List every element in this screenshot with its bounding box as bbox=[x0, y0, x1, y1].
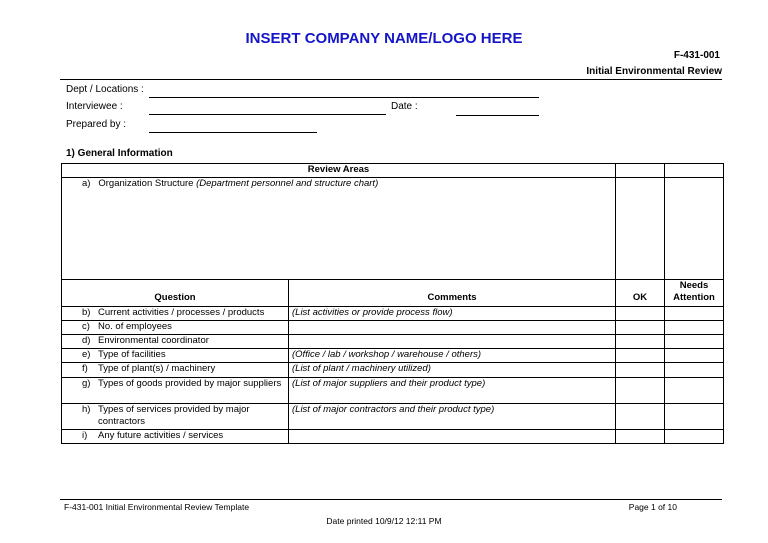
question-cell bbox=[62, 349, 289, 363]
header-divider bbox=[60, 79, 722, 80]
table-row bbox=[62, 363, 724, 378]
question-text: Any future activities / services bbox=[98, 430, 224, 441]
review-areas-header: Review Areas bbox=[62, 164, 616, 178]
question-letter: h) bbox=[82, 404, 91, 415]
question-cell bbox=[62, 363, 289, 378]
needs-attention-cell[interactable] bbox=[665, 404, 724, 430]
needs-attention-cell[interactable] bbox=[665, 349, 724, 363]
question-text: Type of facilities bbox=[98, 349, 166, 360]
date-label: Date : bbox=[391, 101, 418, 112]
question-header: Question bbox=[62, 280, 289, 307]
question-cell bbox=[62, 321, 289, 335]
form-title: Initial Environmental Review bbox=[586, 66, 722, 77]
company-name-placeholder: INSERT COMPANY NAME/LOGO HERE bbox=[245, 30, 523, 47]
review-table bbox=[61, 163, 724, 444]
org-label: Organization Structure bbox=[98, 178, 194, 189]
question-text: Types of services provided by major contractors bbox=[98, 404, 250, 427]
comment-cell[interactable]: (List activities or provide process flow) bbox=[289, 307, 616, 321]
footer-page-number: Page 1 of 10 bbox=[628, 502, 677, 512]
ok-cell[interactable] bbox=[616, 430, 665, 444]
table-row bbox=[62, 349, 724, 363]
ok-cell[interactable] bbox=[616, 164, 665, 178]
footer-date-printed: Date printed 10/9/12 12:11 PM bbox=[326, 516, 442, 526]
org-structure-cell[interactable] bbox=[62, 178, 616, 280]
needs-attention-cell[interactable] bbox=[665, 335, 724, 349]
question-cell bbox=[62, 430, 289, 444]
needs-attention-header: Needs Attention bbox=[665, 280, 724, 307]
question-cell bbox=[62, 307, 289, 321]
question-cell bbox=[62, 335, 289, 349]
needs-attention-cell[interactable] bbox=[665, 178, 724, 280]
comment-cell[interactable]: (List of plant / machinery utilized) bbox=[289, 363, 616, 378]
needs-attention-cell[interactable] bbox=[665, 363, 724, 378]
question-text: Current activities / processes / products bbox=[98, 307, 265, 318]
question-letter: f) bbox=[82, 363, 88, 374]
question-cell bbox=[62, 378, 289, 404]
prepared-by-label: Prepared by : bbox=[66, 119, 127, 130]
section-title: 1) General Information bbox=[66, 148, 173, 159]
table-row bbox=[62, 335, 724, 349]
question-letter: d) bbox=[82, 335, 91, 346]
date-field[interactable] bbox=[456, 115, 539, 116]
form-number: F-431-001 bbox=[673, 50, 720, 61]
prepared-by-field[interactable] bbox=[149, 132, 317, 133]
comment-cell[interactable]: (List of major contractors and their product type) bbox=[289, 404, 616, 430]
table-row bbox=[62, 307, 724, 321]
comment-cell[interactable] bbox=[289, 321, 616, 335]
question-text: Type of plant(s) / machinery bbox=[98, 363, 216, 374]
interviewee-field[interactable] bbox=[149, 114, 386, 115]
ok-cell[interactable] bbox=[616, 404, 665, 430]
comment-cell[interactable] bbox=[289, 335, 616, 349]
org-letter: a) bbox=[82, 178, 91, 189]
ok-header: OK bbox=[616, 280, 665, 307]
needs-attention-cell[interactable] bbox=[665, 164, 724, 178]
table-row bbox=[62, 321, 724, 335]
table-row bbox=[62, 404, 724, 430]
question-letter: e) bbox=[82, 349, 91, 360]
comment-cell[interactable]: (List of major suppliers and their product type) bbox=[289, 378, 616, 404]
question-letter: i) bbox=[82, 430, 88, 441]
question-letter: b) bbox=[82, 307, 91, 318]
interviewee-label: Interviewee : bbox=[66, 101, 123, 112]
ok-cell[interactable] bbox=[616, 378, 665, 404]
footer-divider bbox=[60, 499, 722, 500]
question-letter: g) bbox=[82, 378, 91, 389]
question-text: No. of employees bbox=[98, 321, 172, 332]
needs-attention-cell[interactable] bbox=[665, 307, 724, 321]
question-text: Types of goods provided by major suppliers bbox=[98, 378, 282, 389]
ok-cell[interactable] bbox=[616, 321, 665, 335]
ok-cell[interactable] bbox=[616, 363, 665, 378]
needs-attention-cell[interactable] bbox=[665, 430, 724, 444]
ok-cell[interactable] bbox=[616, 349, 665, 363]
ok-cell[interactable] bbox=[616, 335, 665, 349]
comment-cell[interactable]: (Office / lab / workshop / warehouse / others) bbox=[289, 349, 616, 363]
question-cell bbox=[62, 404, 289, 430]
table-row bbox=[62, 378, 724, 404]
question-letter: c) bbox=[82, 321, 90, 332]
footer-template-name: F-431-001 Initial Environmental Review Template bbox=[64, 502, 250, 512]
comments-header: Comments bbox=[289, 280, 616, 307]
comment-cell[interactable] bbox=[289, 430, 616, 444]
question-text: Environmental coordinator bbox=[98, 335, 209, 346]
date-upper-line bbox=[456, 97, 539, 98]
ok-cell[interactable] bbox=[616, 178, 665, 280]
needs-attention-cell[interactable] bbox=[665, 378, 724, 404]
table-row bbox=[62, 430, 724, 444]
org-hint: (Department personnel and structure chart) bbox=[196, 178, 379, 189]
needs-attention-cell[interactable] bbox=[665, 321, 724, 335]
dept-locations-label: Dept / Locations : bbox=[66, 84, 144, 95]
ok-cell[interactable] bbox=[616, 307, 665, 321]
